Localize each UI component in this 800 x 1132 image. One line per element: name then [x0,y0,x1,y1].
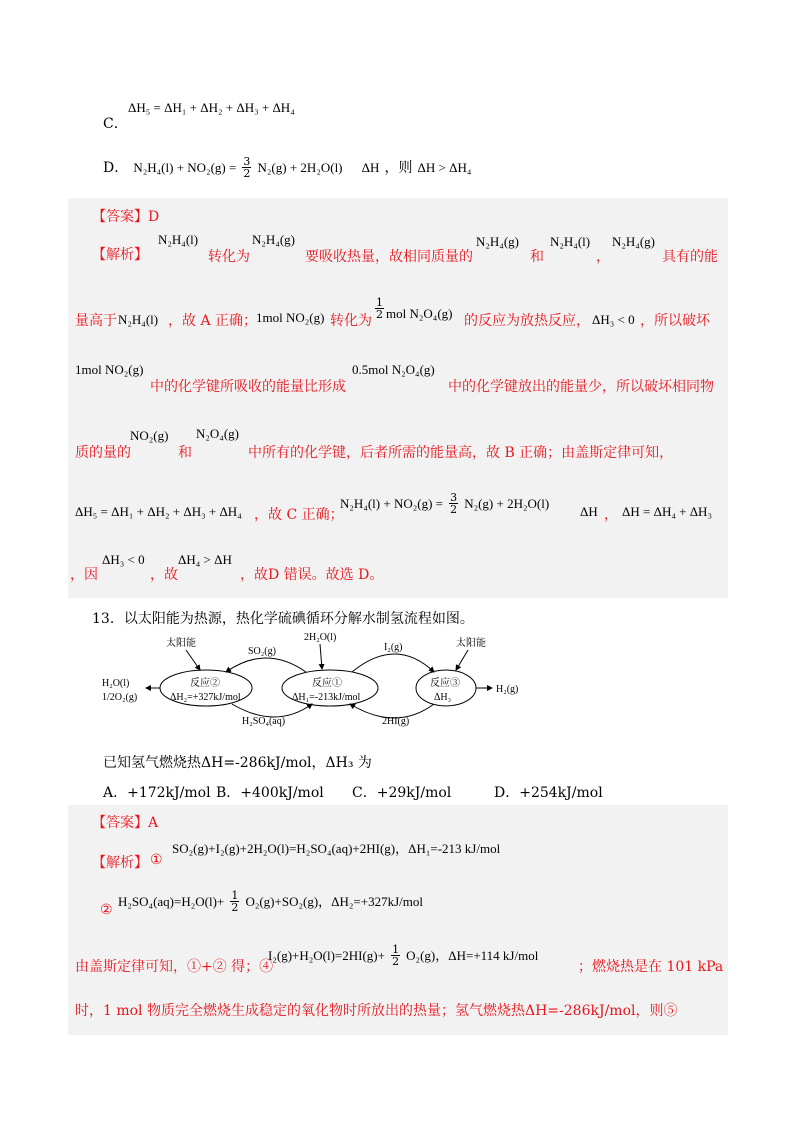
text: 中的化学键所吸收的能量比形成 [150,379,346,395]
formula: ΔH [580,504,598,519]
circle-2: ② [100,902,113,918]
formula: N₂H₄(l) [158,232,199,247]
equation-2: H₂SO₄(aq)=H₂O(l)+ $\frac{1}{2}$ O₂(g)+SO₂(g)，ΔH₂=+327kJ/mol [118,889,423,914]
water-input-label: 2H₂O(l) [304,632,337,643]
answer-12-label: 【答案】D [92,209,160,225]
option-c-equation: ΔH₅ = ΔH₁ + ΔH₂ + ΔH₃ + ΔH₄ [128,100,295,115]
option-d-cmp: ΔH > ΔH₄ [417,160,472,175]
text: 转化为 [330,313,372,329]
formula: N₂H₄(g) [612,234,655,249]
formula: ΔH = ΔH₄ + ΔH₃ [622,504,712,519]
h2so4-label: H₂SO₄(aq) [242,716,286,727]
i2-label: I₂(g) [384,642,403,653]
equation: N₂H₄(l) + NO₂(g) = $\frac{3}{2}$ N₂(g) + 2H₂O(l) [340,491,550,516]
text: 质的量的 [75,445,131,461]
formula: ΔH₄ > ΔH [178,552,232,567]
sun-left-arrow [186,650,200,670]
text: 和 [178,445,192,461]
formula: mol N₂O₄(g) [386,306,453,321]
formula: NO₂(g) [130,428,169,443]
output-water-label: H₂O(l) [102,678,130,689]
formula: N₂H₄(g) [476,234,519,249]
text: 的反应为放热反应， [464,313,590,329]
analysis-13-label: 【解析】 [92,855,148,871]
text: ；燃烧热是在 101 kPa [578,959,724,975]
reaction-1-name: 反应① [312,678,342,689]
hi-label: 2HI(g) [382,716,410,727]
i2-arrow [352,654,434,672]
h2-output-label: H₂(g) [496,684,519,695]
text: 转化为 [208,249,250,265]
q13-option-c: C．+29kJ/mol [352,785,452,801]
so2-arrow [226,658,306,672]
text: ，所以破坏 [640,313,710,329]
reaction-3-name: 反应③ [430,678,460,689]
reaction-1-dh: ΔH₁=-213kJ/mol [292,692,361,703]
text: ，故 A 正确； [168,313,258,329]
text: 中所有的化学键，后者所需的能量高，故 B 正确；由盖斯定律可知， [248,445,674,461]
reaction-3-dh: ΔH₃ [434,692,452,703]
text: 和 [530,249,544,265]
option-d-eq-right: N₂(g) + 2H₂O(l) [257,160,343,175]
q13-option-b: B．+400kJ/mol [216,785,324,801]
formula: N₂H₄(g) [252,232,295,247]
formula: ΔH₃ < 0 [102,552,145,567]
formula: 0.5mol N₂O₄(g) [352,362,435,377]
text: ，故 C 正确； [254,507,344,523]
formula: N₂O₄(g) [196,426,239,441]
text: ， [604,507,618,523]
flow-diagram [96,626,536,736]
q13-option-a: A．+172kJ/mol [103,785,211,801]
reaction-2-name: 反应② [190,678,220,689]
text: ，故D 错误。故选 D。 [240,567,384,583]
answer-13-label: 【答案】A [92,815,159,831]
text: 具有的能 [662,249,718,265]
sun-right-label: 太阳能 [456,638,486,649]
formula: 1mol NO₂(g) [256,310,325,325]
formula: ΔH₃ < 0 [592,312,635,327]
sun-right-arrow [456,650,468,670]
water-arrow [320,644,322,669]
formula: ΔH₅ = ΔH₁ + ΔH₂ + ΔH₃ + ΔH₄ [75,504,242,519]
text: 由盖斯定律可知，①+② 得；④ [75,959,274,975]
text: ， [596,249,610,265]
option-d-eq-left: N₂H₄(l) + NO₂(g) = [133,160,237,175]
sun-left-label: 太阳能 [166,638,196,649]
option-d-dh: ΔH [361,160,380,175]
question-13-stem: 13．以太阳能为热源，热化学硫碘循环分解水制氢流程如图。 [92,611,474,627]
formula: N₂H₄(l) [118,312,159,327]
so2-label: SO₂(g) [248,646,276,657]
text: ，因 [70,567,98,583]
question-13-known: 已知氢气燃烧热ΔH=-286kJ/mol，ΔH₃ 为 [103,755,372,771]
text: ，故 [150,567,178,583]
circle-1: ① [150,852,163,868]
output-oxygen-label: 1/2O₂(g) [102,692,138,703]
q13-option-d: D．+254kJ/mol [494,785,603,801]
option-d-cond: ，则 [384,160,413,176]
text: 要吸收热量，故相同质量的 [305,249,473,265]
equation-1: SO₂(g)+I₂(g)+2H₂O(l)=H₂SO₄(aq)+2HI(g)，ΔH₁=-213 kJ/mol [172,841,501,856]
text: 中的化学键放出的能量少，所以破坏相同物 [448,379,714,395]
option-d-letter: D． [103,160,129,176]
option-d [103,156,471,179]
formula: N₂H₄(l) [550,234,591,249]
analysis-12-label: 【解析】 [92,247,148,263]
formula: 1mol NO₂(g) [75,362,144,377]
option-c-letter: C． [103,116,128,132]
text: 量高于 [75,313,117,329]
text: 时，1 mol 物质完全燃烧生成稳定的氧化物时所放出的热量；氢气燃烧热ΔH=-286kJ/mol，则⑤ [75,1003,678,1019]
equation-4: I₂(g)+H₂O(l)=2HI(g)+ $\frac{1}{2}$ O₂(g)，ΔH=+114 kJ/mol [268,943,539,968]
fraction: $\frac{1}{2}$ [376,296,383,321]
fraction: $\frac{3}{2}$ [243,155,251,180]
reaction-2-dh: ΔH₂=+327kJ/mol [170,692,241,703]
